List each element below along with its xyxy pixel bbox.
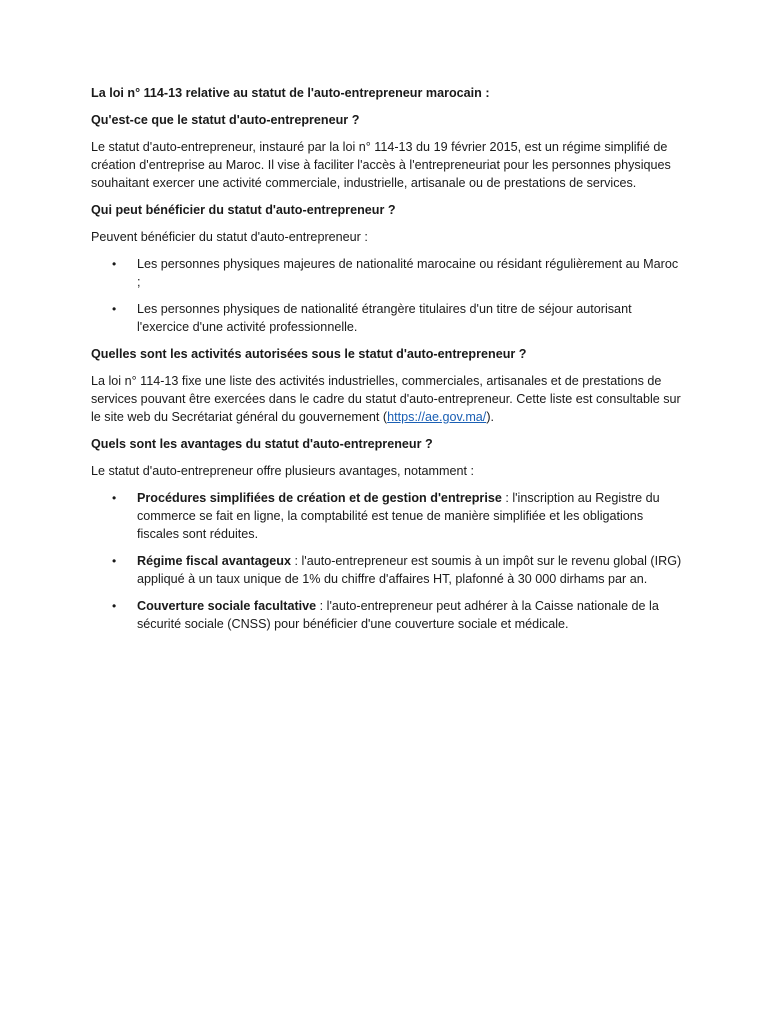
advantage-text: : l'inscription au Registre du commerce se fait en ligne, la comptabilité est tenue de manière simplifiée et les obligations fiscales sont réduites. (137, 491, 660, 541)
eligibility-intro: Peuvent bénéficier du statut d'auto-entrepreneur : (91, 230, 368, 244)
bullet-icon: • (112, 302, 117, 316)
advantage-title: Couverture sociale facultative (137, 599, 317, 613)
section-heading-eligibility: Qui peut bénéficier du statut d'auto-entrepreneur ? (91, 203, 396, 217)
activities-paragraph (91, 372, 682, 426)
eligibility-list (91, 255, 682, 336)
section-heading-definition: Qu'est-ce que le statut d'auto-entrepreneur ? (91, 113, 360, 127)
advantages-intro: Le statut d'auto-entrepreneur offre plusieurs avantages, notamment : (91, 464, 475, 478)
list-item (91, 300, 682, 336)
list-item (91, 552, 682, 588)
document-title: La loi n° 114-13 relative au statut de l'auto-entrepreneur marocain : (91, 86, 490, 100)
bullet-icon: • (112, 599, 117, 613)
bullet-icon: • (112, 554, 117, 568)
list-item-text: Les personnes physiques de nationalité étrangère titulaires d'un titre de séjour autorisant l'exercice d'une activité professionnelle. (137, 302, 632, 334)
activities-text: La loi n° 114-13 fixe une liste des activités industrielles, commerciales, artisanales et de prestations de services pouvant être exercées dans le cadre du statut d'auto-entrepreneur. Cette liste est consultable sur le site web du Secrétariat général du gouvernement ( (91, 374, 681, 424)
advantage-text: : l'auto-entrepreneur est soumis à un impôt sur le revenu global (IRG) appliqué à un taux unique de 1% du chiffre d'affaires HT, plafonné à 30 000 dirhams par an. (137, 554, 682, 586)
section-heading-advantages: Quels sont les avantages du statut d'auto-entrepreneur ? (91, 437, 433, 451)
bullet-icon: • (112, 257, 117, 271)
list-item-text: Les personnes physiques majeures de nationalité marocaine ou résidant régulièrement au Maroc ; (137, 257, 679, 289)
list-item (91, 489, 682, 543)
activities-text-end: ). (486, 410, 495, 424)
bullet-icon: • (112, 491, 117, 505)
advantage-title: Régime fiscal avantageux (137, 554, 291, 568)
advantage-text: : l'auto-entrepreneur peut adhérer à la Caisse nationale de la sécurité sociale (CNSS) pour bénéficier d'une couverture sociale et médicale. (137, 599, 659, 631)
definition-paragraph: Le statut d'auto-entrepreneur, instauré par la loi n° 114-13 du 19 février 2015, est un régime simplifié de création d'entreprise au Maroc. Il vise à faciliter l'accès à l'entrepreneuriat pour les personnes physiques souhaitant exercer une activité commerciale, industrielle, artisanale ou de prestations de services. (91, 140, 671, 190)
advantage-title: Procédures simplifiées de création et de gestion d'entreprise (137, 491, 502, 505)
section-heading-activities: Quelles sont les activités autorisées sous le statut d'auto-entrepreneur ? (91, 347, 527, 361)
sgg-website-link[interactable]: https://ae.gov.ma/ (387, 410, 487, 424)
advantages-list (91, 489, 682, 633)
list-item (91, 597, 682, 633)
list-item (91, 255, 682, 291)
